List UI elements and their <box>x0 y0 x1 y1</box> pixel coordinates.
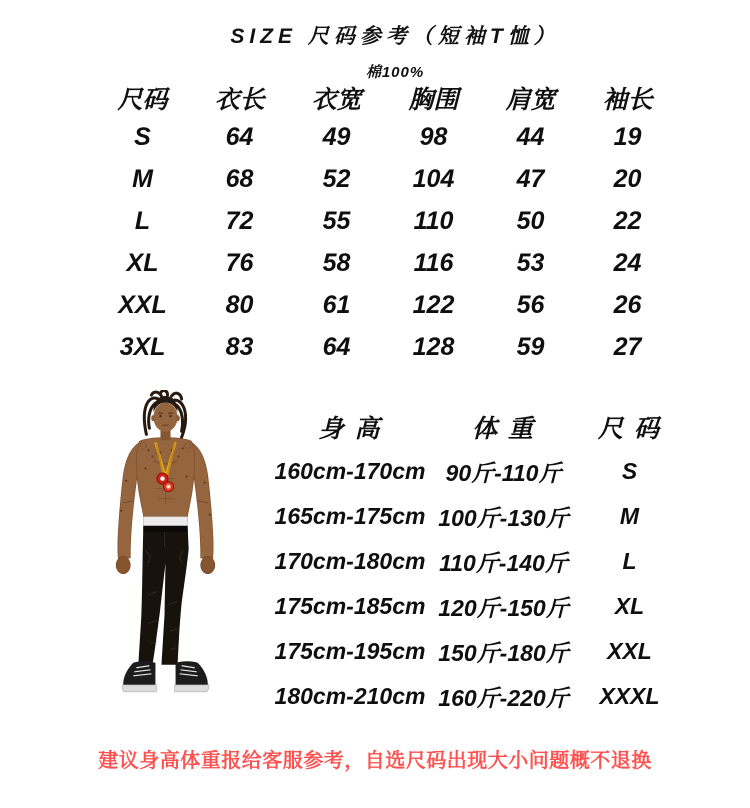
size-cell: 3XL <box>119 332 166 361</box>
size-cell: L <box>134 206 151 235</box>
page-header <box>40 20 750 82</box>
measurement-cell: 20 <box>613 164 642 193</box>
fit-table <box>270 404 682 719</box>
size-cell: L <box>622 548 637 574</box>
model-figure-image <box>103 390 229 702</box>
weight-range-cell: 150斤-180斤 <box>438 640 569 666</box>
measurement-cell: 68 <box>225 164 254 193</box>
size-table <box>94 80 676 368</box>
height-range-cell: 175cm-185cm <box>274 593 426 619</box>
fit-table-row <box>270 629 682 674</box>
measurement-cell: 98 <box>419 122 448 151</box>
fabric-note: 棉100% <box>365 64 425 81</box>
weight-range-cell: 110斤-140斤 <box>439 550 568 576</box>
col-header-length: 衣长 <box>214 86 265 114</box>
measurement-cell: 72 <box>225 206 254 235</box>
fit-table-header-row <box>270 404 682 449</box>
size-cell: S <box>621 458 638 484</box>
warning-text: 建议身高体重报给客服参考，自选尺码出现大小问题概不退换 <box>98 750 652 772</box>
weight-range-cell: 120斤-150斤 <box>438 595 569 621</box>
size-cell: XL <box>614 593 645 619</box>
size-table-row <box>94 116 676 158</box>
fit-table-row <box>270 584 682 629</box>
size-cell: S <box>134 122 151 151</box>
measurement-cell: 58 <box>322 248 351 277</box>
size-table-row <box>94 284 676 326</box>
measurement-cell: 50 <box>516 206 545 235</box>
measurement-cell: 64 <box>225 122 254 151</box>
height-range-cell: 175cm-195cm <box>274 638 426 664</box>
measurement-cell: 64 <box>322 332 351 361</box>
measurement-cell: 24 <box>613 248 642 277</box>
measurement-cell: 80 <box>225 290 254 319</box>
measurement-cell: 61 <box>322 290 351 319</box>
measurement-cell: 76 <box>225 248 254 277</box>
col-header-shoulder: 肩宽 <box>505 86 556 114</box>
measurement-cell: 22 <box>613 206 642 235</box>
measurement-cell: 53 <box>516 248 545 277</box>
measurement-cell: 104 <box>412 164 455 193</box>
measurement-cell: 49 <box>322 122 351 151</box>
measurement-cell: 47 <box>516 164 545 193</box>
col-header-height: 身 高 <box>318 414 382 443</box>
col-header-size: 尺码 <box>117 86 168 114</box>
fit-table-row <box>270 539 682 584</box>
measurement-cell: 27 <box>613 332 642 361</box>
action-figure-illustration <box>103 390 229 702</box>
col-header-chest: 胸围 <box>408 86 459 114</box>
size-cell: M <box>132 164 153 193</box>
measurement-cell: 55 <box>322 206 351 235</box>
size-cell: XXXL <box>599 683 660 709</box>
col-header-width: 衣宽 <box>311 86 362 114</box>
measurement-cell: 116 <box>413 248 454 277</box>
page-title: SIZE 尺码参考（短袖T恤） <box>230 25 560 48</box>
fit-table-row <box>270 494 682 539</box>
size-cell: XXL <box>607 638 652 664</box>
measurement-cell: 26 <box>613 290 642 319</box>
measurement-cell: 56 <box>516 290 545 319</box>
measurement-cell: 122 <box>412 290 455 319</box>
col-header-sleeve: 袖长 <box>602 86 653 114</box>
measurement-cell: 83 <box>225 332 254 361</box>
weight-range-cell: 160斤-220斤 <box>438 685 569 711</box>
measurement-cell: 59 <box>516 332 545 361</box>
fit-table-row <box>270 674 682 719</box>
height-range-cell: 160cm-170cm <box>274 458 426 484</box>
col-header-size: 尺 码 <box>598 414 661 443</box>
measurement-cell: 19 <box>613 122 642 151</box>
weight-range-cell: 90斤-110斤 <box>445 460 562 486</box>
size-table-row <box>94 200 676 242</box>
col-header-weight: 体 重 <box>472 414 535 443</box>
measurement-cell: 128 <box>412 332 455 361</box>
measurement-cell: 52 <box>322 164 351 193</box>
size-table-row <box>94 326 676 368</box>
measurement-cell: 110 <box>413 206 454 235</box>
fit-table-row <box>270 449 682 494</box>
size-cell: XXL <box>118 290 167 319</box>
height-range-cell: 165cm-175cm <box>274 503 426 529</box>
size-table-row <box>94 158 676 200</box>
weight-range-cell: 100斤-130斤 <box>438 505 569 531</box>
size-table-header-row <box>94 80 676 116</box>
size-table-row <box>94 242 676 284</box>
measurement-cell: 44 <box>516 122 545 151</box>
size-cell: M <box>619 503 640 529</box>
height-range-cell: 170cm-180cm <box>274 548 426 574</box>
size-cell: XL <box>126 248 159 277</box>
height-range-cell: 180cm-210cm <box>274 683 426 709</box>
